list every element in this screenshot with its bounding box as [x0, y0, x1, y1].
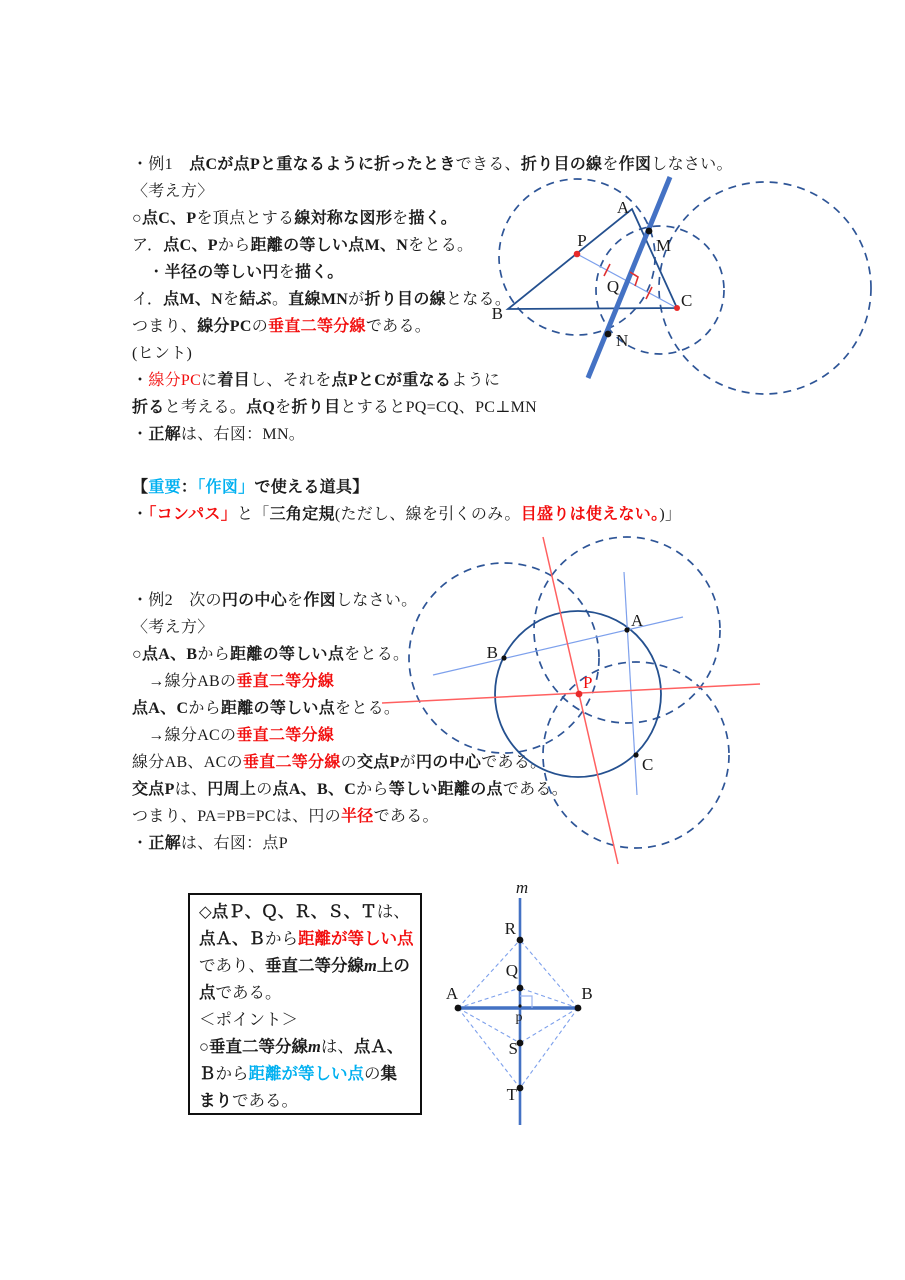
example1-figure	[470, 155, 905, 425]
bisector-m-figure	[435, 878, 605, 1133]
text-line	[199, 1006, 411, 1033]
label-B: B	[486, 643, 498, 662]
text-segment: である。	[215, 983, 282, 1002]
text-segment: から	[215, 1064, 249, 1083]
text-line	[199, 898, 411, 925]
text-segment: であり、	[199, 956, 265, 975]
text-segment: に	[201, 372, 218, 389]
text-segment: を	[275, 399, 292, 416]
text-segment: 点A、B、C	[272, 781, 357, 798]
text-segment: は、	[174, 781, 208, 798]
text-segment: 垂直二等分線	[236, 673, 335, 690]
point-N-dot	[605, 331, 612, 338]
text-segment: となる。	[445, 291, 512, 308]
text-segment: 垂直二等分線	[268, 318, 366, 335]
text-segment: ・	[132, 506, 149, 523]
text-segment: 「作図」	[197, 479, 255, 496]
segment-bt	[520, 1008, 578, 1088]
label-p: p	[515, 1010, 523, 1025]
text-segment: を	[278, 264, 296, 281]
text-segment: 線分PC	[148, 372, 202, 389]
point-P-dot	[574, 251, 581, 258]
text-segment: ・	[132, 372, 149, 389]
text-segment: を	[287, 592, 304, 609]
label-Q: Q	[606, 277, 620, 296]
text-line	[199, 952, 411, 979]
text-segment: 交点P	[132, 781, 175, 798]
label-C: C	[642, 755, 654, 774]
text-segment: 正解	[148, 426, 181, 443]
text-segment: 線対称な図形	[294, 210, 393, 227]
text-segment: は、	[376, 902, 410, 921]
text-segment: 〈考え方〉	[132, 619, 214, 636]
text-segment: ・	[132, 426, 149, 443]
text-segment: 折る	[132, 399, 165, 416]
point-Q-dot	[517, 985, 524, 992]
text-segment: 点	[199, 983, 216, 1002]
text-segment: 垂直二等分線	[242, 754, 341, 771]
text-segment: の	[256, 781, 273, 798]
text-segment: から	[217, 237, 251, 254]
point-A-dot	[455, 1005, 462, 1012]
text-segment: つまり、	[132, 318, 198, 335]
label-N: N	[616, 331, 629, 350]
text-segment: (ただし、線を引くのみ。	[334, 506, 521, 523]
text-segment: 折り目の線	[520, 156, 603, 173]
point-A-dot	[624, 627, 629, 632]
label-M: M	[656, 236, 672, 255]
text-segment: 。	[271, 291, 289, 308]
text-line	[132, 421, 733, 448]
label-B: B	[491, 304, 503, 323]
text-segment: (ヒント)	[132, 345, 193, 362]
text-segment: 折り目	[291, 399, 341, 416]
text-segment: である。	[365, 318, 432, 335]
text-segment: 点A、B	[141, 646, 198, 663]
text-segment: し、それを	[250, 372, 332, 389]
summary-box-text	[190, 895, 420, 1117]
text-segment: 半径	[340, 808, 374, 825]
text-segment: Ｂ	[199, 1064, 216, 1083]
text-segment: ＜ポイント＞	[199, 1010, 298, 1029]
text-segment: 距離の等しい点	[220, 700, 336, 717]
text-segment: 距離の等しい点	[230, 646, 345, 663]
text-segment: 距離が等しい点	[298, 929, 414, 948]
text-segment: が	[348, 291, 365, 308]
text-segment: 「コンパス」	[148, 506, 237, 523]
text-segment: 描く。	[295, 264, 344, 281]
text-segment: 点C、P	[141, 210, 197, 227]
point-C-dot	[674, 305, 680, 311]
perpendicular-bisector-ab	[543, 537, 618, 864]
perpendicular-bisector-ac	[382, 684, 760, 703]
text-segment: しなさい。	[335, 592, 418, 609]
text-segment: 点Q	[246, 399, 276, 416]
text-segment: ア．	[132, 237, 164, 254]
text-segment: 円周上	[207, 781, 257, 798]
text-segment: 描く。	[408, 210, 458, 227]
segment-bs	[520, 1008, 578, 1043]
text-segment: イ．	[132, 291, 164, 308]
label-R: R	[504, 919, 516, 938]
label-P: P	[583, 673, 593, 692]
text-segment: 点Ａ、Ｂ	[199, 929, 265, 948]
text-segment: を	[223, 291, 240, 308]
text-segment: の	[364, 1064, 381, 1083]
text-segment: →線分ABの	[132, 673, 237, 690]
text-segment: 等しい距離の点	[388, 781, 503, 798]
label-A: A	[616, 198, 630, 217]
label-C: C	[681, 291, 693, 310]
text-segment: である。	[232, 1091, 298, 1110]
text-segment: 作図	[303, 592, 336, 609]
text-segment: m	[364, 956, 377, 975]
text-segment: をとる。	[344, 646, 410, 663]
text-segment: 垂直二等分線	[265, 956, 364, 975]
text-segment: 点A、C	[132, 700, 189, 717]
point-M-dot	[646, 228, 653, 235]
text-segment: 〈考え方〉	[132, 183, 214, 200]
text-segment: 点Cが点Pと重なるように折ったとき	[189, 156, 456, 173]
text-segment: 作図	[618, 156, 652, 173]
text-line	[199, 1087, 411, 1114]
tools-note-block	[132, 474, 681, 528]
text-segment: 集	[380, 1064, 397, 1083]
label-A: A	[631, 611, 644, 630]
text-segment: から	[356, 781, 389, 798]
label-S: S	[508, 1039, 518, 1058]
summary-box	[188, 893, 422, 1115]
point-T-dot	[517, 1085, 524, 1092]
text-segment: である。	[373, 808, 439, 825]
text-segment: と考える。	[164, 399, 247, 416]
text-line	[132, 501, 681, 528]
text-segment: 距離の等しい点M、N	[250, 237, 409, 254]
label-A: A	[445, 984, 459, 1003]
text-segment: である。	[481, 754, 547, 771]
segment-as	[458, 1008, 520, 1043]
segment-aq	[458, 988, 520, 1008]
text-line	[199, 1033, 411, 1060]
point-R-dot	[517, 937, 524, 944]
text-segment: は、右図：MN。	[180, 426, 306, 443]
text-segment: 円の中心	[221, 592, 288, 609]
label-T: T	[506, 1085, 517, 1104]
text-segment: ○	[199, 1037, 209, 1056]
text-segment: を	[392, 210, 409, 227]
example2-figure	[380, 530, 770, 875]
text-segment: 点M、N	[163, 291, 224, 308]
text-segment: が	[399, 754, 416, 771]
text-segment: ・例2 次の	[132, 592, 222, 609]
segment-bq	[520, 988, 578, 1008]
text-segment: 着目	[217, 372, 251, 389]
text-segment: から	[197, 646, 231, 663]
text-segment: を	[602, 156, 619, 173]
point-B-dot	[501, 655, 506, 660]
text-segment: 目盛りは使えない。	[520, 506, 660, 523]
text-segment: )」	[659, 506, 682, 523]
text-segment: とするとPQ=CQ、PC⊥MN	[340, 399, 537, 416]
text-segment: 線分AB、ACの	[132, 754, 243, 771]
text-segment: 正解	[148, 835, 181, 852]
text-segment: 結ぶ	[239, 291, 272, 308]
label-P: P	[577, 231, 587, 250]
text-segment: 重要	[148, 479, 181, 496]
text-segment: は、	[320, 1037, 354, 1056]
text-line	[199, 979, 411, 1006]
text-segment: の	[251, 318, 269, 335]
text-segment: で使える道具】	[254, 479, 369, 496]
text-segment: から	[188, 700, 221, 717]
text-line	[132, 474, 681, 501]
text-segment: をとる。	[335, 700, 401, 717]
text-segment: 上の	[376, 956, 410, 975]
text-segment: 折り目の線	[364, 291, 446, 308]
text-segment: 距離が等しい点	[248, 1064, 364, 1083]
text-segment: ：	[180, 479, 198, 496]
text-segment: →線分ACの	[132, 727, 237, 744]
text-segment: 【	[132, 479, 149, 496]
text-line	[199, 925, 414, 952]
text-segment: ○	[132, 210, 142, 227]
text-segment: ・	[132, 835, 149, 852]
text-segment: つまり、PA=PB=PCは、円の	[132, 808, 341, 825]
label-Q: Q	[505, 961, 518, 980]
text-segment: 三角定規	[269, 506, 335, 523]
text-segment: 半径の等しい円	[164, 264, 279, 281]
text-segment: 点C、P	[163, 237, 218, 254]
equal-tick-pq	[604, 264, 610, 276]
center-P-dot	[576, 691, 583, 698]
point-B-dot	[575, 1005, 582, 1012]
text-segment: ように	[451, 372, 501, 389]
text-segment: をとる。	[408, 237, 474, 254]
text-segment: と「	[237, 506, 270, 523]
text-segment: できる、	[455, 156, 521, 173]
point-C-dot	[633, 752, 638, 757]
text-segment: 円の中心	[415, 754, 482, 771]
text-line	[199, 1060, 411, 1087]
text-segment: の	[340, 754, 357, 771]
label-m: m	[515, 878, 529, 897]
point-p-dot	[518, 1004, 521, 1007]
text-segment: 直線MN	[288, 291, 349, 308]
text-segment: しなさい。	[651, 156, 733, 173]
text-segment: ・例1	[132, 156, 190, 173]
text-segment: ◇	[199, 902, 212, 921]
text-segment: から	[265, 929, 298, 948]
text-segment: 交点P	[356, 754, 400, 771]
label-B: B	[581, 984, 593, 1003]
text-segment: である。	[502, 781, 569, 798]
text-segment: 点Ｐ、Ｑ、Ｒ、Ｓ、Ｔ	[211, 902, 377, 921]
text-segment: ○	[132, 646, 142, 663]
text-segment: 点PとCが重なる	[331, 372, 452, 389]
text-segment: 垂直二等分線	[208, 1037, 308, 1056]
text-segment: まり	[199, 1091, 232, 1110]
text-segment: は、右図：点P	[180, 835, 288, 852]
text-segment: 垂直二等分線	[236, 727, 335, 744]
text-segment: を頂点とする	[196, 210, 295, 227]
text-segment: m	[307, 1037, 321, 1056]
text-segment: 線分PC	[197, 318, 252, 335]
construction-circle-around-C	[659, 182, 871, 394]
text-segment: ・	[132, 264, 165, 281]
text-segment: 点Ａ、	[353, 1037, 404, 1056]
